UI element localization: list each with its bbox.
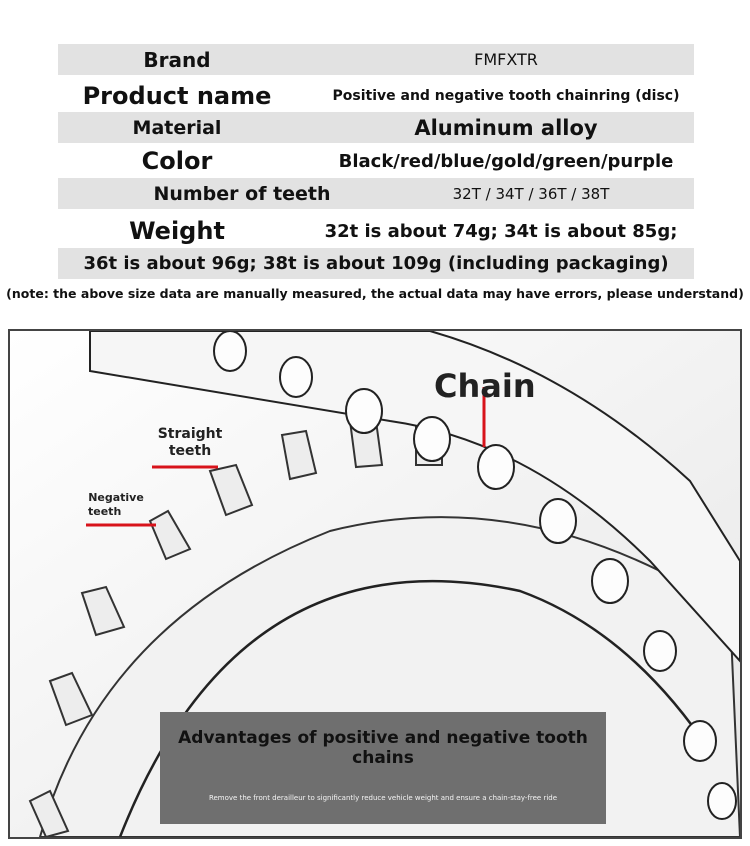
chain-roller: [592, 559, 628, 603]
chain-roller: [478, 445, 514, 489]
color-value: Black/red/blue/gold/green/purple: [338, 150, 674, 172]
chain-roller: [644, 631, 676, 671]
material-row: [58, 112, 694, 143]
callout-title-line2: chains: [352, 748, 414, 768]
weight-value-line1: 32t is about 74g; 34t is about 85g;: [324, 220, 678, 242]
negative-teeth-label-line2: teeth: [88, 505, 122, 518]
weight-row: [58, 214, 694, 248]
brand-value: FMFXTR: [474, 50, 538, 69]
advantages-callout: [160, 712, 606, 824]
material-label: Material: [132, 116, 222, 139]
chain-roller: [414, 417, 450, 461]
teeth-row: [58, 178, 694, 209]
chain-roller: [280, 357, 312, 397]
measurement-note: (note: the above size data are manually measured, the actual data may have errors, please understand): [6, 286, 744, 301]
product-label: Product name: [82, 82, 272, 110]
chain-roller: [346, 389, 382, 433]
color-row: [58, 145, 694, 177]
negative-teeth-label-line1: Negative: [88, 491, 144, 504]
product-row: [58, 80, 694, 112]
weight-value-line2: 36t is about 96g; 38t is about 109g (including packaging): [83, 253, 669, 274]
brand-row: [58, 44, 694, 75]
color-label: Color: [141, 147, 213, 175]
callout-title-line1: Advantages of positive and negative tooth: [178, 728, 588, 748]
chain-roller: [708, 783, 736, 819]
chain-roller: [214, 331, 246, 371]
weight-row-cont: [58, 248, 694, 279]
chain-label: Chain: [434, 367, 536, 405]
teeth-value: 32T / 34T / 36T / 38T: [452, 184, 610, 203]
callout-subtitle: Remove the front derailleur to significantly reduce vehicle weight and ensure a chain-stay-free ride: [208, 794, 558, 802]
product-value: Positive and negative tooth chainring (disc): [332, 88, 680, 104]
chain-roller: [540, 499, 576, 543]
straight-teeth-label-line2: teeth: [168, 443, 212, 459]
material-value: Aluminum alloy: [414, 115, 598, 140]
straight-teeth-label-line1: Straight: [157, 426, 223, 442]
weight-label: Weight: [129, 217, 225, 245]
teeth-label: Number of teeth: [153, 182, 331, 205]
callout-title: [160, 728, 606, 768]
chain-roller: [684, 721, 716, 761]
brand-label: Brand: [143, 47, 211, 72]
